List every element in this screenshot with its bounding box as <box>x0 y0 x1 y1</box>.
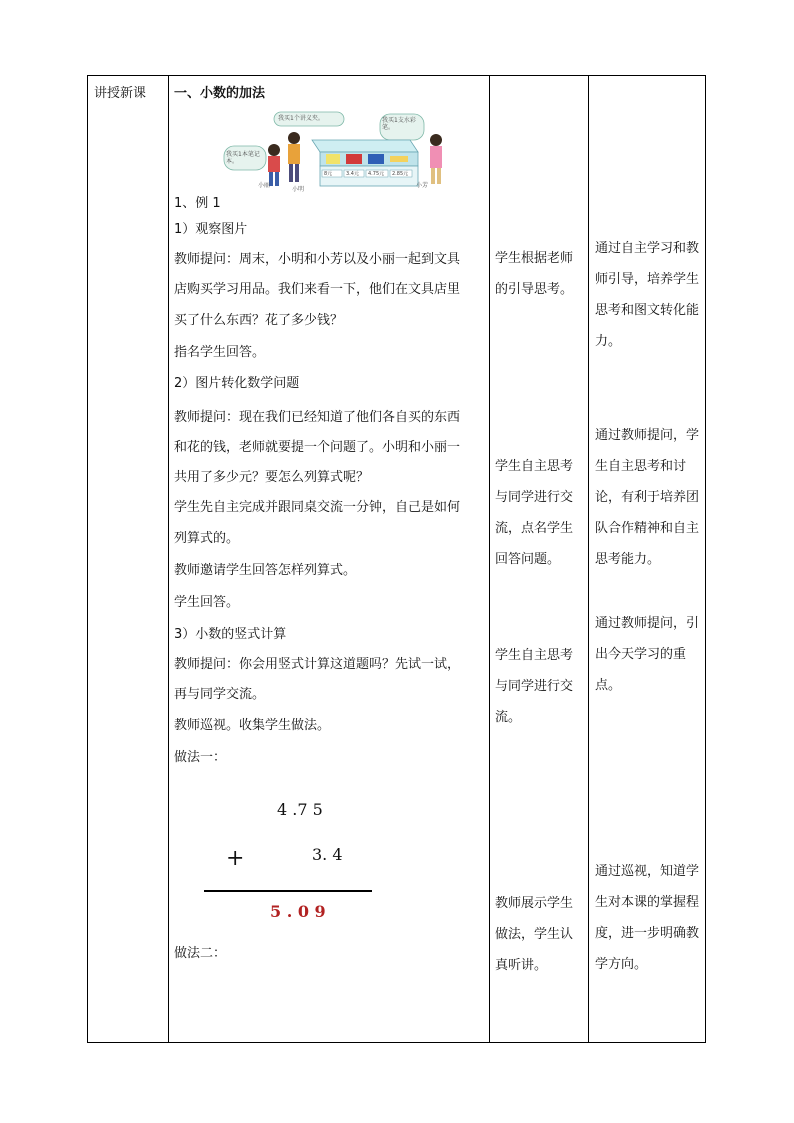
student-activity: 学生根据老师的引导思考。 <box>495 251 574 297</box>
teacher-question: 教师提问：你会用竖式计算这道题吗？先试一试， <box>174 657 461 672</box>
student-activity: 学生自主思考与同学进行交流。 <box>495 648 574 725</box>
method-label: 做法二： <box>174 946 227 961</box>
instruction: 指名学生回答。 <box>174 345 266 360</box>
calc-top-number: 4 .7 5 <box>277 800 323 819</box>
price-tag: 4.75元 <box>368 171 385 177</box>
price-tag: 8元 <box>324 171 333 177</box>
design-intent: 通过自主学习和教师引导，培养学生思考和图文转化能力。 <box>595 241 700 349</box>
calc-result: 5 . 0 9 <box>270 902 326 921</box>
instruction: 教师邀请学生回答怎样列算式。 <box>174 563 357 578</box>
design-intent: 通过教师提问，引出今天学习的重点。 <box>595 616 700 693</box>
teacher-question: 再与同学交流。 <box>174 687 266 702</box>
bubble-left-text: 我买1本笔记本。 <box>226 151 260 165</box>
step-title: 2）图片转化数学问题 <box>174 376 300 391</box>
step-title: 1）观察图片 <box>174 222 248 237</box>
teacher-question: 教师提问：现在我们已经知道了他们各自买的东西 <box>174 410 461 425</box>
instruction: 学生先自主完成并跟同桌交流一分钟，自己是如何 <box>174 500 461 515</box>
method-label: 做法一： <box>174 750 227 765</box>
bubble-right-text: 我买1支水彩笔。 <box>382 117 416 131</box>
name-label-right: 小芳 <box>416 182 429 189</box>
teacher-question: 买了什么东西？花了多少钱？ <box>174 313 344 328</box>
bubble-middle-text: 我买1个讲义夹。 <box>278 115 324 122</box>
section-heading: 一、小数的加法 <box>174 86 266 101</box>
column-divider <box>489 76 490 1042</box>
student-activity: 教师展示学生做法，学生认真听讲。 <box>495 896 574 973</box>
instruction: 教师巡视。收集学生做法。 <box>174 718 331 733</box>
calc-sum-line <box>204 890 372 892</box>
price-tag: 3.4元 <box>346 171 359 177</box>
teacher-question: 店购买学习用品。我们来看一下，他们在文具店里 <box>174 282 461 297</box>
column-divider <box>588 76 589 1042</box>
design-intent: 通过巡视，知道学生对本课的掌握程度，进一步明确教学方向。 <box>595 864 700 972</box>
column-divider <box>168 76 169 1042</box>
name-label-left: 小丽 <box>258 182 271 189</box>
student-activity: 学生自主思考与同学进行交流，点名学生回答问题。 <box>495 459 574 567</box>
price-tag: 2.85元 <box>392 171 409 177</box>
instruction: 列算式的。 <box>174 531 240 546</box>
instruction: 学生回答。 <box>174 595 240 610</box>
teacher-question: 教师提问：周末，小明和小芳以及小丽一起到文具 <box>174 252 461 267</box>
example-label: 1、例 1 <box>174 196 221 211</box>
teacher-question: 和花的钱，老师就要提一个问题了。小明和小丽一 <box>174 440 461 455</box>
design-intent: 通过教师提问，学生自主思考和讨论，有利于培养团队合作精神和自主思考能力。 <box>595 428 700 567</box>
teacher-question: 共用了多少元？要怎么列算式呢？ <box>174 470 370 485</box>
plus-sign: + <box>226 846 245 871</box>
calc-second-number: 3. 4 <box>312 845 343 864</box>
step-title: 3）小数的竖式计算 <box>174 627 287 642</box>
section-label: 讲授新课 <box>94 86 147 101</box>
name-label-middle: 小明 <box>292 186 305 193</box>
